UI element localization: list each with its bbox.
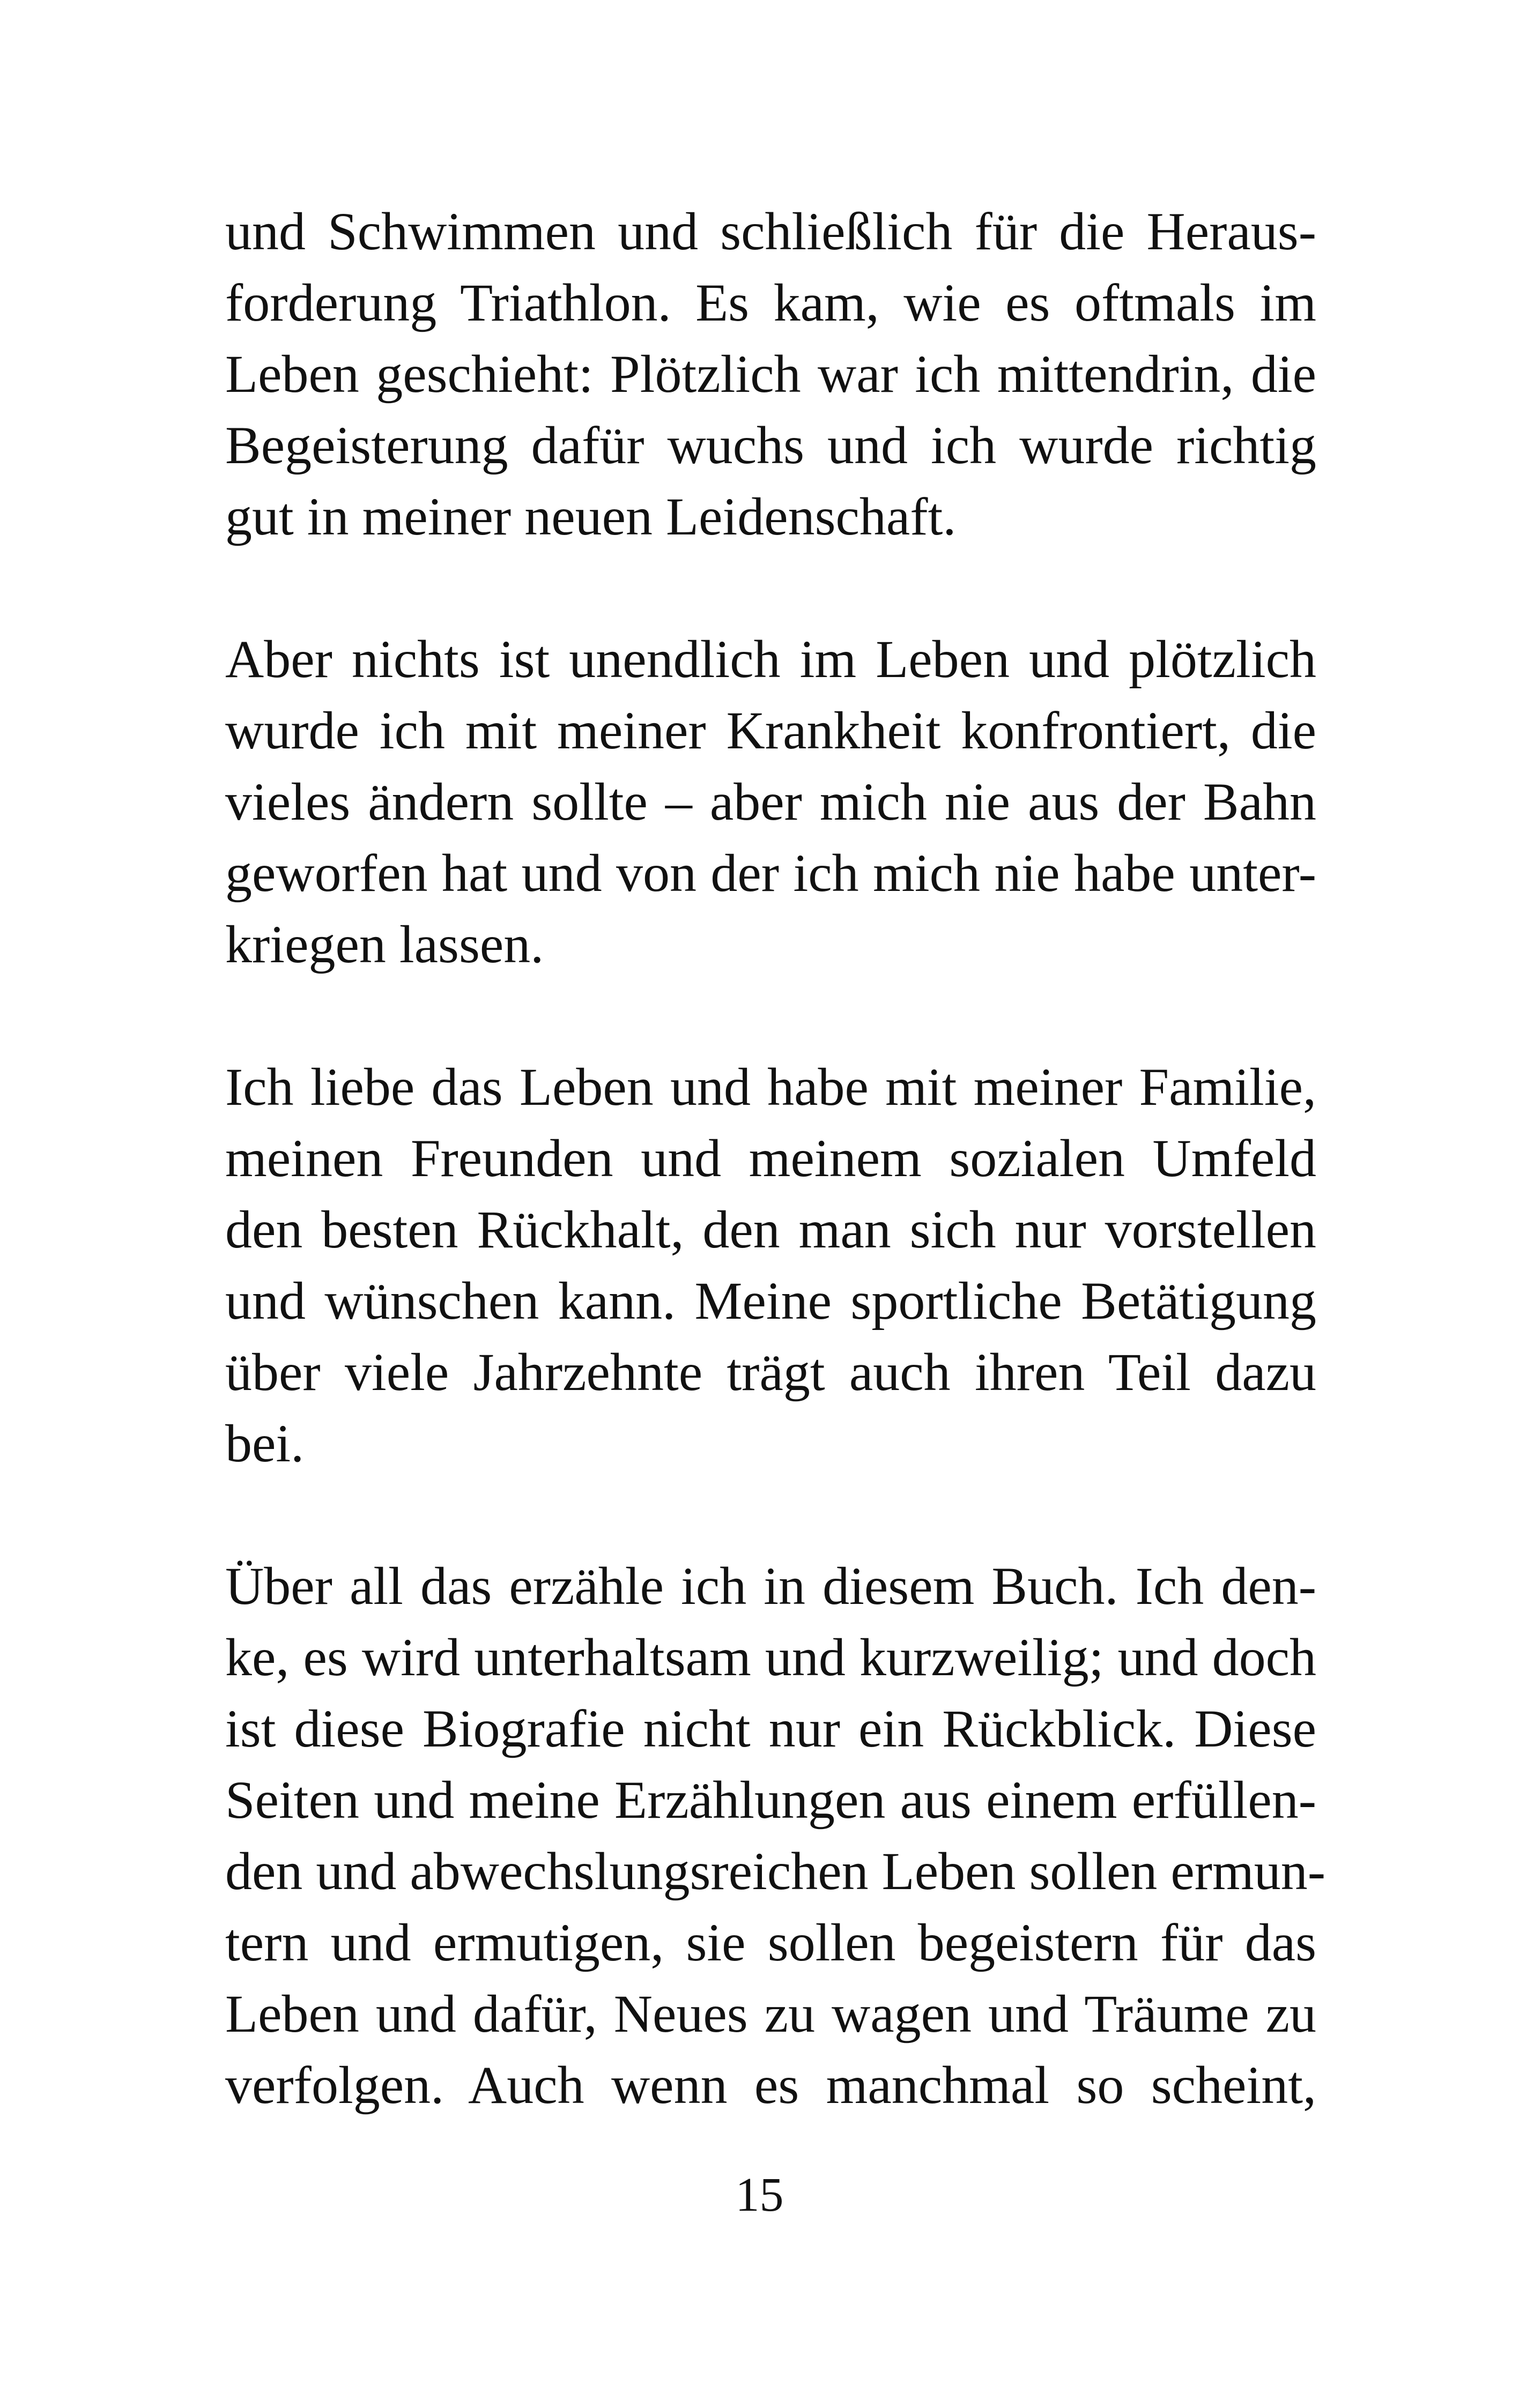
text-line: Seiten und meine Erzählungen aus einem erfüllen- [225,1770,1316,1830]
text-line: Über all das erzähle ich in diesem Buch. Ich den- [225,1556,1316,1616]
text-line: forderung Triathlon. Es kam, wie es oftmals im [225,273,1316,332]
text-line: ist diese Biografie nicht nur ein Rückblick. Diese [225,1699,1316,1758]
text-line: Leben und dafür, Neues zu wagen und Träume zu [225,1984,1316,2043]
paragraph-1 [225,196,1316,552]
page-number: 15 [735,2168,784,2221]
text-line: und Schwimmen und schließlich für die Heraus- [225,202,1316,261]
text-line: Ich liebe das Leben und habe mit meiner Familie, [225,1057,1316,1117]
text-line: vieles ändern sollte – aber mich nie aus der Bahn [225,772,1316,831]
paragraph-3 [225,1051,1316,1479]
paragraph-4 [225,1550,1326,2121]
text-line: den und abwechslungsreichen Leben sollen ermun- [225,1841,1326,1901]
text-line: meinen Freunden und meinem sozialen Umfeld [225,1128,1316,1188]
body-text [225,196,1326,2192]
text-line: Aber nichts ist unendlich im Leben und plötzlich [225,629,1316,689]
text-line: und wünschen kann. Meine sportliche Betätigung [225,1271,1316,1331]
text-line: ke, es wird unterhaltsam und kurzweilig; und doch [225,1627,1316,1687]
text-line: Leben geschieht: Plötzlich war ich mittendrin, die [225,344,1316,404]
paragraph-2 [225,623,1316,980]
text-line: wurde ich mit meiner Krankheit konfrontiert, die [225,701,1316,760]
text-line: über viele Jahrzehnte trägt auch ihren Teil dazu [225,1342,1316,1402]
text-line: bei. [225,1414,305,1473]
text-line: geworfen hat und von der ich mich nie habe unter- [225,843,1316,903]
text-line: den besten Rückhalt, den man sich nur vorstellen [225,1200,1316,1259]
text-line: Begeisterung dafür wuchs und ich wurde richtig [225,415,1316,475]
text-line: kriegen lassen. [225,915,544,974]
text-line: gut in meiner neuen Leidenschaft. [225,487,957,546]
text-line: verfolgen. Auch wenn es manchmal so scheint, [225,2055,1316,2115]
text-line: tern und ermutigen, sie sollen begeistern für das [225,1913,1316,1972]
